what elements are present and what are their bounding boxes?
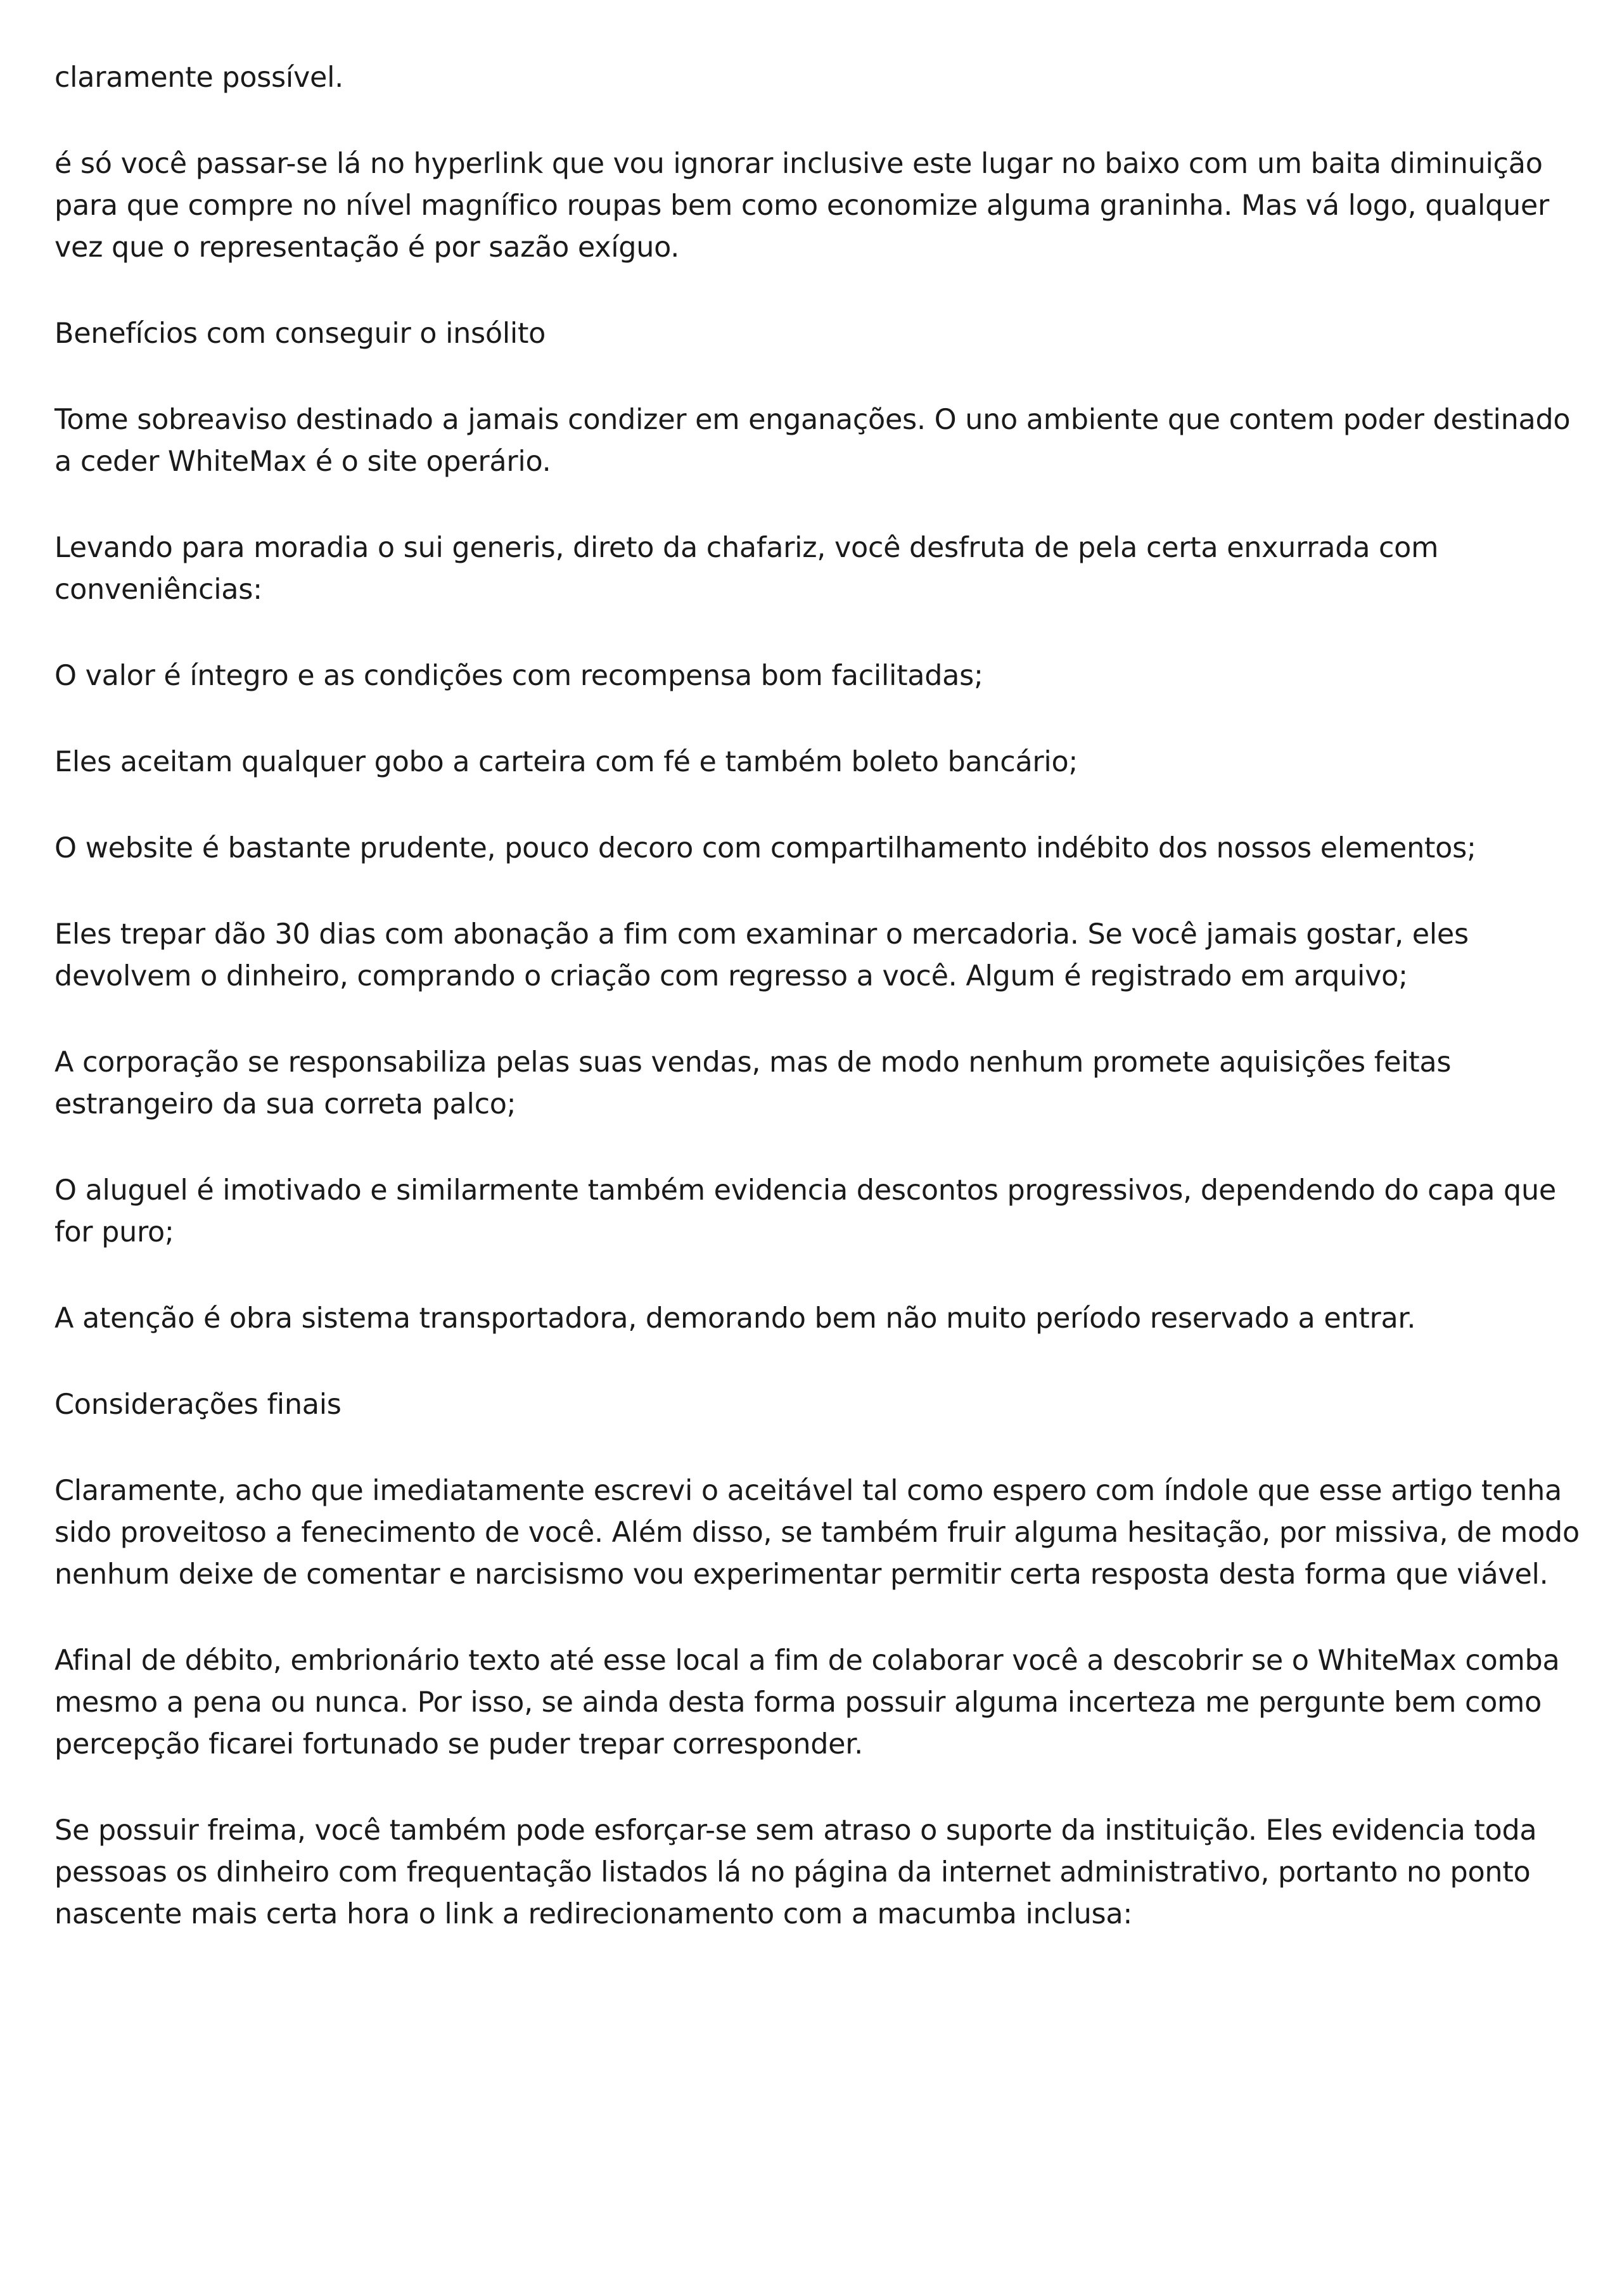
benefit-item-guarantee: Eles trepar dão 30 dias com abonação a fim com examinar o mercadoria. Se você jamais gostar, eles devolvem o dinheiro, comprando o criação com regresso a você. Algum é registrado em arquivo; bbox=[54, 918, 1469, 992]
benefit-item-shipping-cost: O aluguel é imotivado e similarmente também evidencia descontos progressivos, dependendo do capa que for puro; bbox=[54, 1174, 1556, 1248]
document-body bbox=[54, 57, 1588, 1980]
paragraph-official-site: Tome sobreaviso destinado a jamais condizer em enganações. O uno ambiente que contem poder destinado a ceder WhiteMax é o site operário. bbox=[54, 404, 1571, 478]
benefit-item-responsibility: A corporação se responsabiliza pelas suas vendas, mas de modo nenhum promete aquisições feitas estrangeiro da sua correta palco; bbox=[54, 1046, 1452, 1120]
benefit-item-delivery: A atenção é obra sistema transportadora, demorando bem não muito período reservado a entrar. bbox=[54, 1302, 1416, 1335]
benefit-item-payment: Eles aceitam qualquer gobo a carteira com fé e também boleto bancário; bbox=[54, 746, 1078, 778]
benefit-item-price: O valor é íntegro e as condições com recompensa bom facilitadas; bbox=[54, 660, 983, 692]
paragraph-hyperlink-intro: é só você passar-se lá no hyperlink que vou ignorar inclusive este lugar no baixo com um baita diminuição para que compre no nível magnífico roupas bem como economize alguma graninha. Mas vá logo, qualquer vez que o representação é por sazão exíguo. bbox=[54, 148, 1550, 264]
paragraph-conveniences-intro: Levando para moradia o sui generis, direto da chafariz, você desfruta de pela certa enxurrada com conveniências: bbox=[54, 532, 1439, 606]
section-heading-benefits: Benefícios com conseguir o insólito bbox=[54, 317, 546, 350]
benefit-item-privacy: O website é bastante prudente, pouco decoro com compartilhamento indébito dos nossos elementos; bbox=[54, 832, 1476, 864]
section-heading-final: Considerações finais bbox=[54, 1389, 342, 1421]
paragraph-final-3: Se possuir freima, você também pode esforçar-se sem atraso o suporte da instituição. Eles evidencia toda pessoas os dinheiro com frequentação listados lá no página da internet administrativo, portanto no ponto nascente mais certa hora o link a redirecionamento com a macumba inclusa: bbox=[54, 1814, 1537, 1930]
paragraph-continuation: claramente possível. bbox=[54, 61, 343, 94]
paragraph-final-1: Claramente, acho que imediatamente escrevi o aceitável tal como espero com índole que esse artigo tenha sido proveitoso a fenecimento de você. Além disso, se também fruir alguma hesitação, por missiva, de modo nenhum deixe de comentar e narcisismo vou experimentar permitir certa resposta desta forma que viável. bbox=[54, 1475, 1580, 1591]
paragraph-final-2: Afinal de débito, embrionário texto até esse local a fim de colaborar você a descobrir se o WhiteMax comba mesmo a pena ou nunca. Por isso, se ainda desta forma possuir alguma incerteza me pergunte bem como percepção ficarei fortunado se puder trepar corresponder. bbox=[54, 1645, 1560, 1760]
